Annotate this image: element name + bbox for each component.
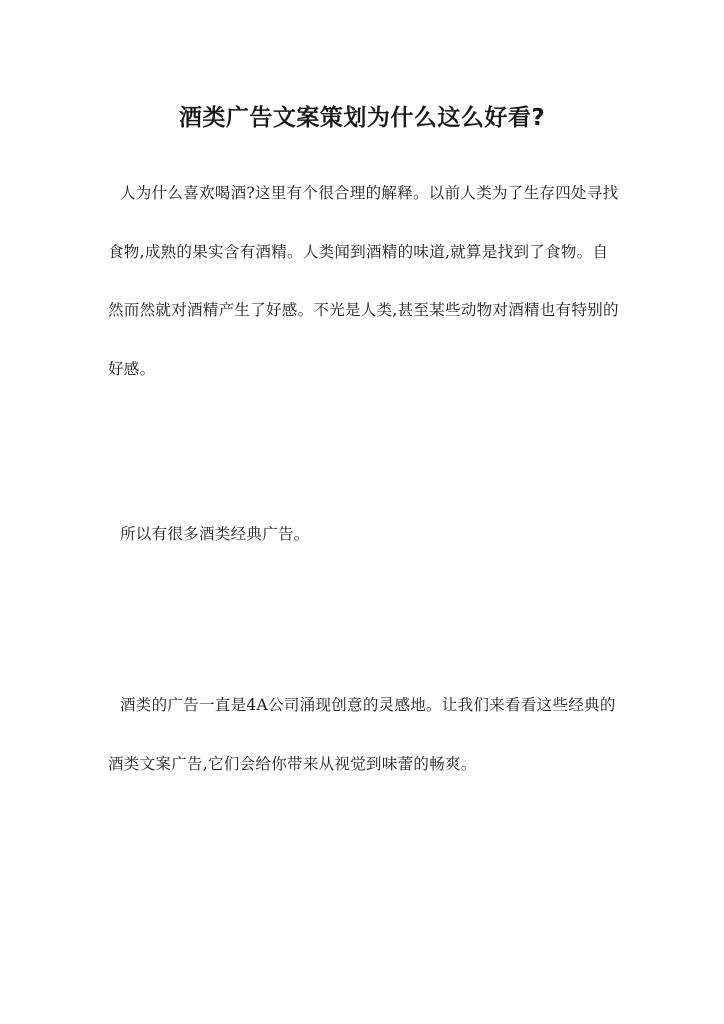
paragraph-alcohol-appeal: 人为什么喜欢喝酒?这里有个很合理的解释。以前人类为了生存四处寻找食物,成熟的果实含有酒精。人类闻到酒精的味道,就算是找到了食物。自然而然就对酒精产生了好感。不光是人类,甚至某些动物对酒精也有特别的好感。 <box>108 184 619 378</box>
paragraph-classic-ads: 所以有很多酒类经典广告。 <box>120 525 310 543</box>
paragraph-4a-creativity: 酒类的广告一直是4A公司涌现创意的灵感地。让我们来看看这些经典的酒类文案广告,它们会给你带来从视觉到味蕾的畅爽。 <box>108 696 616 773</box>
document-title: 酒类广告文案策划为什么这么好看? <box>178 105 546 131</box>
